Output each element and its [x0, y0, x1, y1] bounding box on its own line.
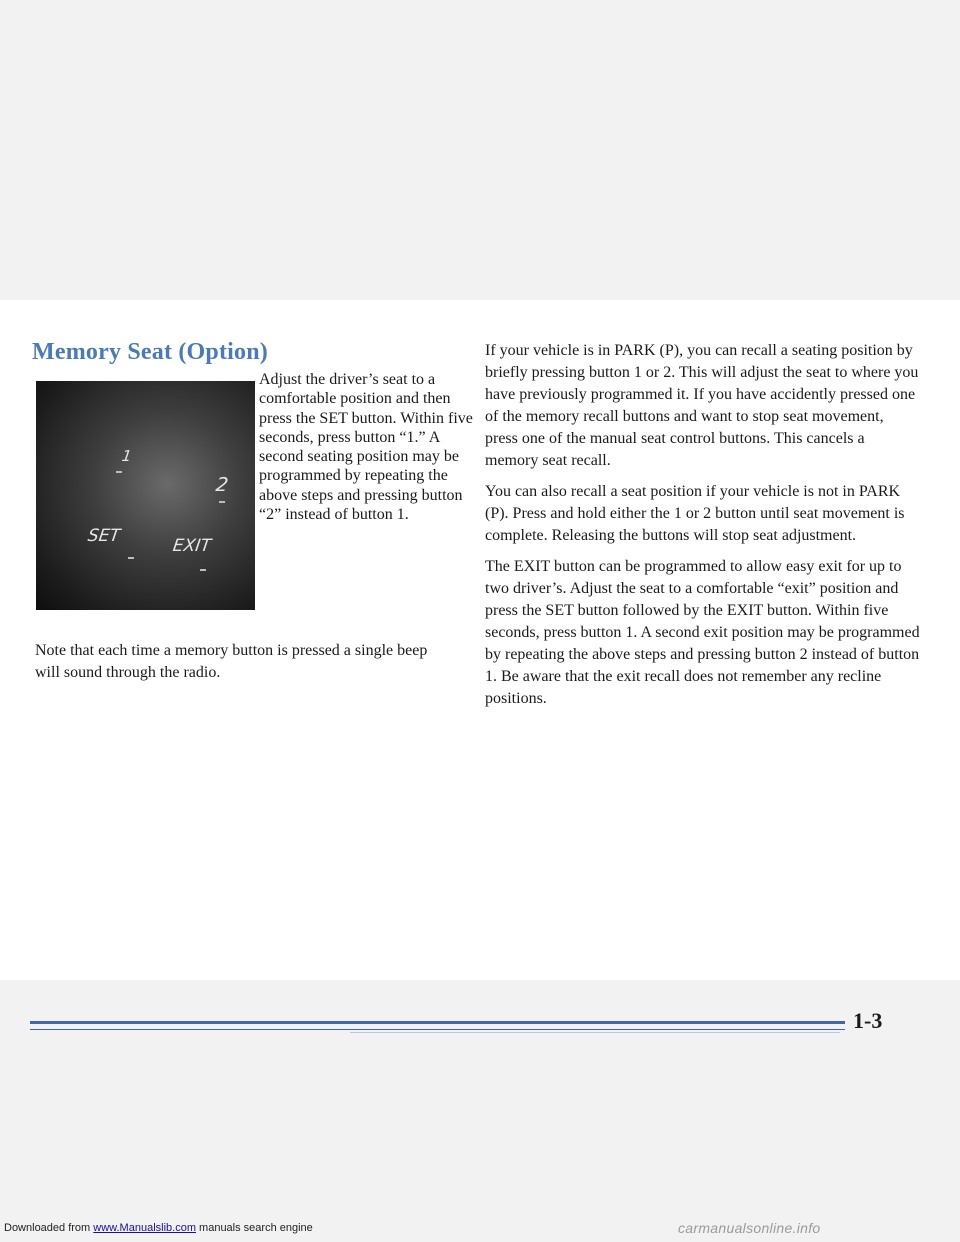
button-1-tick — [116, 471, 122, 473]
footer-rule-faint — [350, 1032, 840, 1033]
download-credit — [4, 1222, 313, 1234]
button-2-label: 2 — [214, 474, 230, 496]
watermark: carmanualsonline.info — [678, 1220, 821, 1236]
exit-button-tick — [200, 569, 206, 571]
recall-paragraph: If your vehicle is in PARK (P), you can recall a seating position by briefly pressing button 1 or 2. This will adjust the seat to where you have previously programmed it. If you have accidently pressed one of the memory recall buttons and want to stop seat movement, press one of the manual seat control buttons. This cancels a memory seat recall. — [485, 342, 919, 469]
footer-rule-thin — [30, 1029, 845, 1030]
button-1-label: 1 — [120, 447, 133, 465]
recall-not-park-paragraph: You can also recall a seat position if your vehicle is not in PARK (P). Press and hold either the 1 or 2 button until seat movement is complete. Releasing the buttons will stop seat adjustment. — [485, 483, 905, 544]
set-button-label: SET — [86, 526, 122, 546]
right-column — [485, 340, 920, 719]
set-button-tick — [128, 557, 134, 559]
exit-button-label: EXIT — [171, 536, 213, 556]
footer-rule-thick — [30, 1021, 845, 1024]
button-2-tick — [219, 501, 225, 503]
intro-paragraph: Adjust the driver’s seat to a comfortable position and then press the SET button. Within five seconds, press button “1.” A second seating position may be programmed by repeating the above steps and pressing button “2” instead of button 1. — [259, 371, 473, 524]
exit-button-paragraph: The EXIT button can be programmed to allow easy exit for up to two driver’s. Adjust the seat to a comfortable “exit” position and press the SET button followed by the EXIT button. Within five seconds, press button 1. A second exit position may be programmed by repeating the above steps and pressing button 2 instead of button 1. Be aware that the exit recall does not remember any recline positions. — [485, 558, 920, 707]
note-paragraph: Note that each time a memory button is pressed a single beep will sound through the radio. — [35, 642, 428, 681]
download-credit-suffix: manuals search engine — [195, 1222, 313, 1234]
memory-seat-buttons-photo — [36, 381, 255, 610]
page-number: 1-3 — [853, 1008, 883, 1033]
section-title: Memory Seat (Option) — [32, 339, 268, 365]
manualslib-link[interactable]: www.Manualslib.com — [93, 1222, 196, 1234]
download-credit-prefix: Downloaded from — [4, 1222, 94, 1234]
